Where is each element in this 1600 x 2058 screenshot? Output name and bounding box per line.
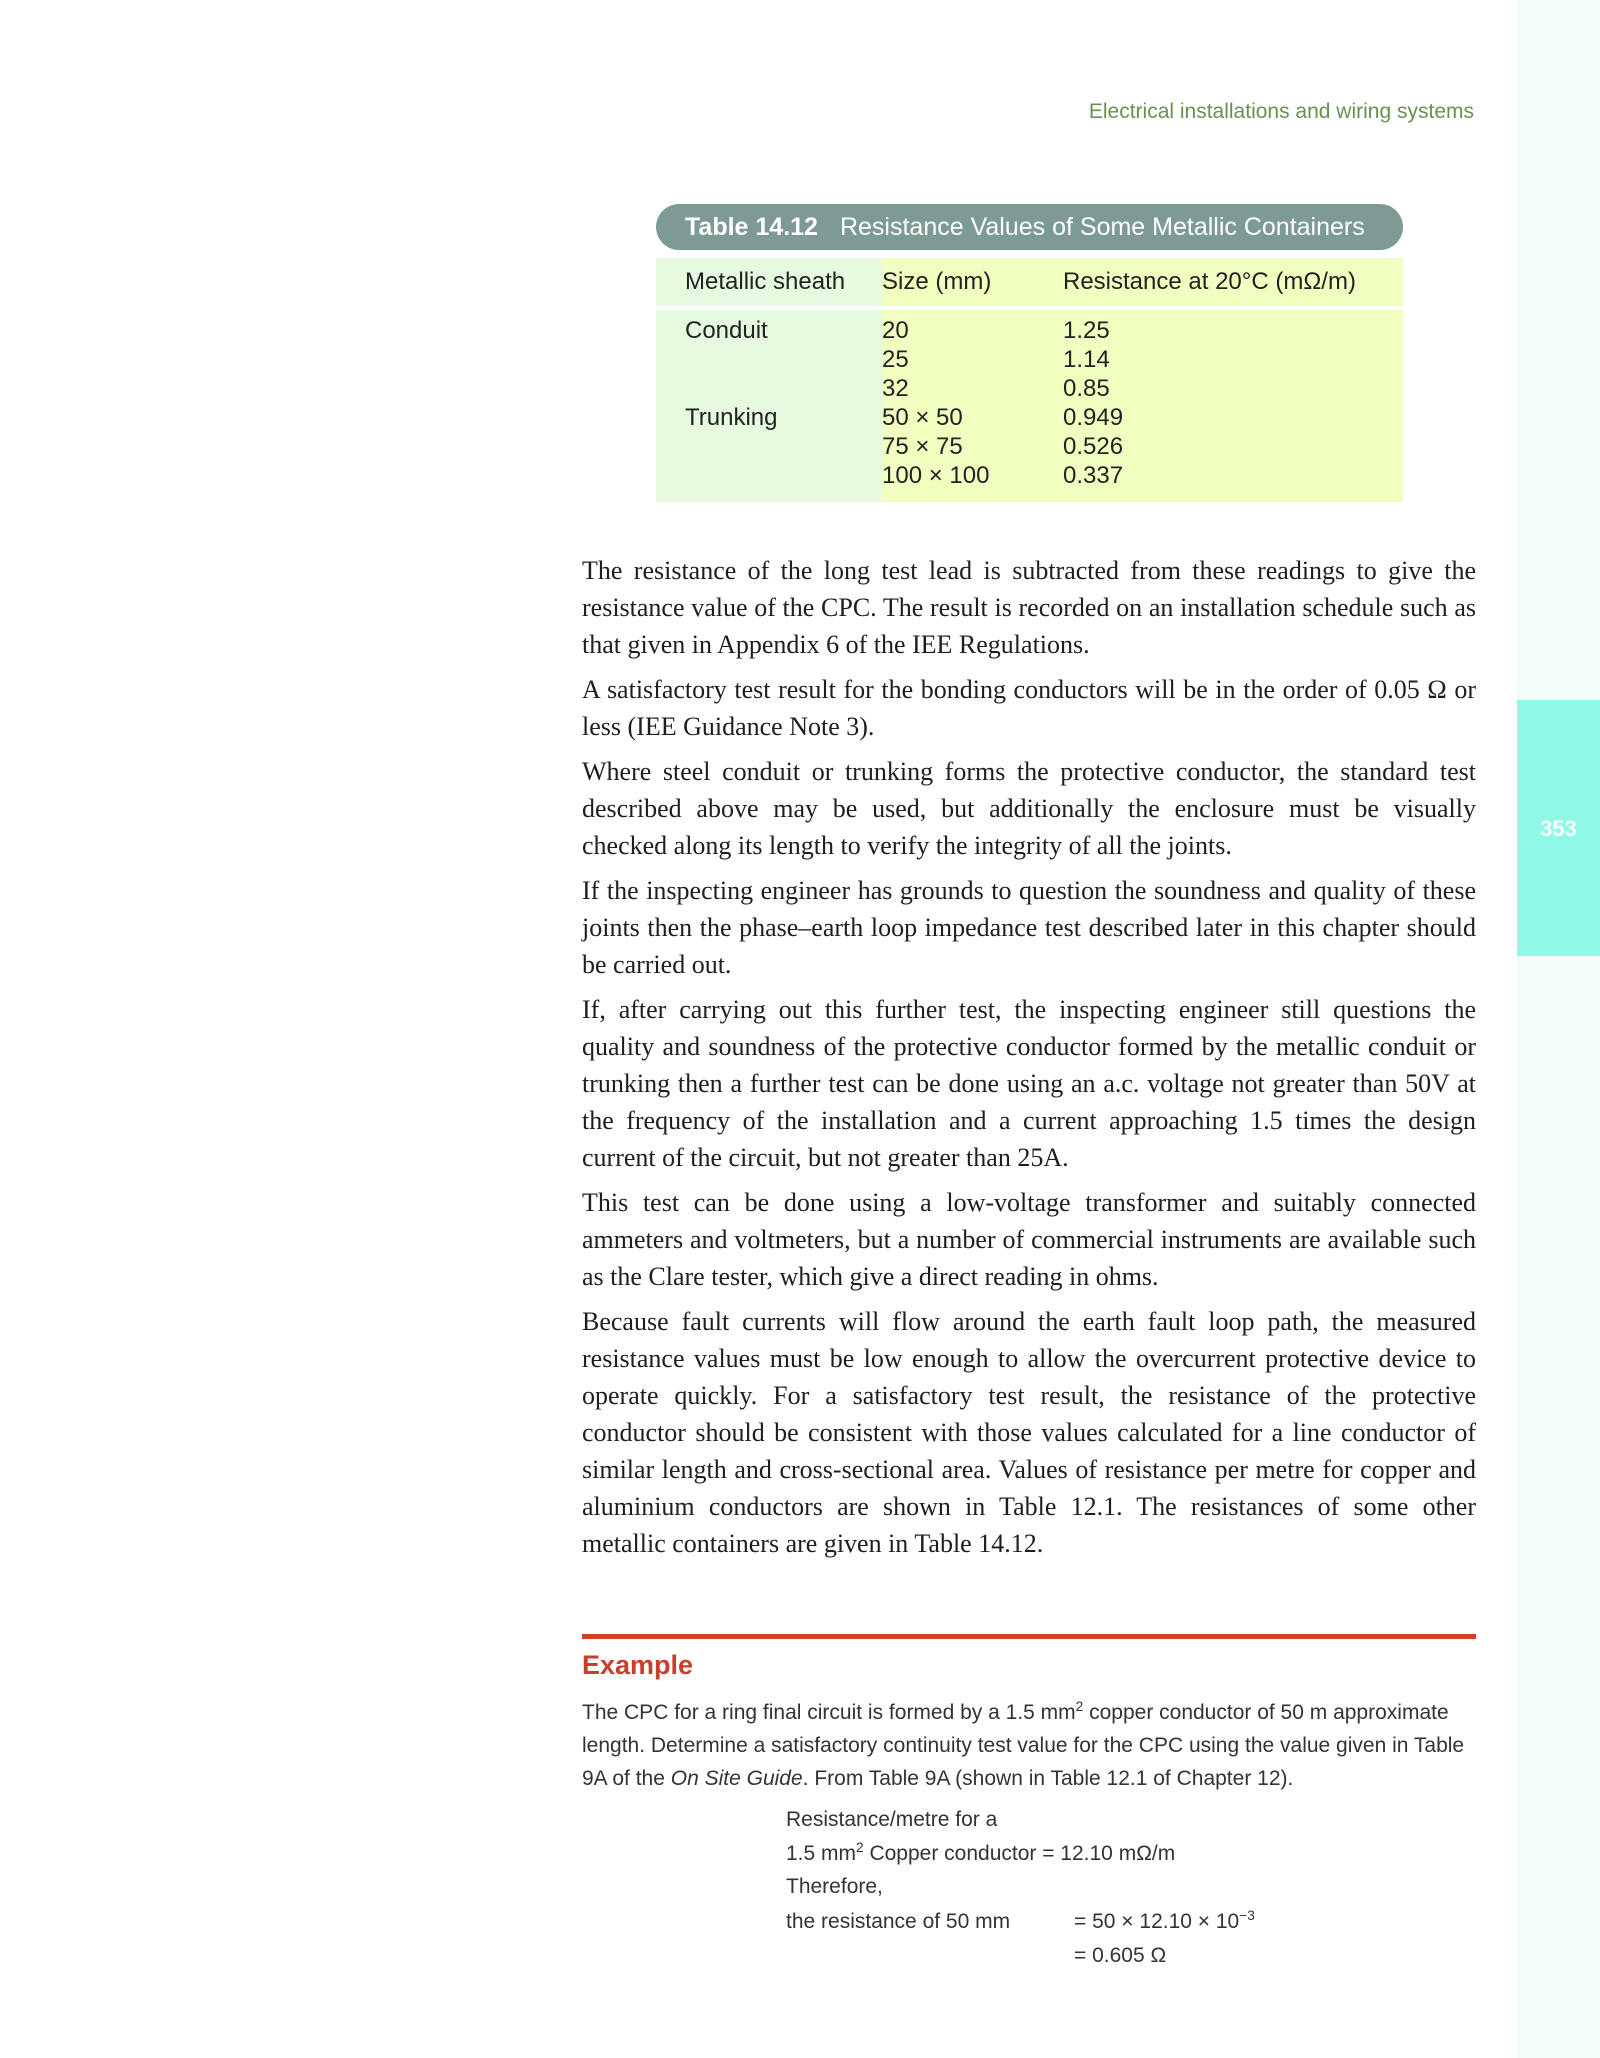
example-text-part: The CPC for a ring final circuit is formed by a 1.5 mm bbox=[582, 1701, 1076, 1724]
cell-resistance: 0.526 bbox=[1063, 433, 1124, 460]
body-text bbox=[582, 552, 1476, 1570]
calc-line: Therefore, bbox=[786, 1875, 883, 1898]
running-head: Electrical installations and wiring systems bbox=[1088, 100, 1474, 123]
calc-superscript: −3 bbox=[1239, 1907, 1255, 1923]
example-italic-title: On Site Guide bbox=[670, 1767, 803, 1790]
table-number: Table 14.12 bbox=[685, 213, 818, 241]
calc-superscript: 2 bbox=[856, 1839, 864, 1855]
header-size: Size (mm) bbox=[882, 268, 992, 295]
header-resistance: Resistance at 20°C (mΩ/m) bbox=[1063, 268, 1356, 295]
cell-size: 100 × 100 bbox=[882, 462, 990, 489]
cell-sheath: Trunking bbox=[685, 404, 778, 431]
example-text bbox=[582, 1696, 1482, 1795]
table-header-row bbox=[656, 258, 1403, 306]
cell-size: 75 × 75 bbox=[882, 433, 963, 460]
cell-sheath: Conduit bbox=[685, 317, 768, 344]
cell-size: 50 × 50 bbox=[882, 404, 963, 431]
example-text-part: copper conductor of 50 m approximate length. Determine a satisfactory continuity test value for the CPC using the value given in Table 9A of the bbox=[582, 1701, 1465, 1790]
example-superscript: 2 bbox=[1075, 1698, 1084, 1714]
example-text-part: . From Table 9A (shown in Table 12.1 of Chapter 12). bbox=[802, 1767, 1294, 1790]
cell-resistance: 1.14 bbox=[1063, 346, 1110, 373]
resistance-table bbox=[656, 204, 1403, 502]
calc-line: Resistance/metre for a bbox=[786, 1808, 998, 1831]
calc-text: 1.5 mm bbox=[786, 1842, 857, 1865]
paragraph: Where steel conduit or trunking forms the protective conductor, the standard test described above may be used, but additionally the enclosure must be visually checked along its length to verify the integrity of all the joints. bbox=[582, 757, 1476, 860]
table-caption bbox=[656, 204, 1403, 250]
calc-text: = 50 × 12.10 × 10 bbox=[1074, 1910, 1240, 1933]
header-metallic-sheath: Metallic sheath bbox=[685, 268, 846, 295]
side-margin-strip bbox=[1517, 0, 1600, 2058]
table-body bbox=[656, 310, 1403, 502]
cell-resistance: 0.85 bbox=[1063, 375, 1110, 402]
calc-line: = 0.605 Ω bbox=[1074, 1944, 1167, 1967]
cell-size: 32 bbox=[882, 375, 909, 402]
calc-line: the resistance of 50 mm bbox=[786, 1910, 1011, 1933]
cell-resistance: 0.337 bbox=[1063, 462, 1124, 489]
calc-text: Copper conductor = 12.10 mΩ/m bbox=[863, 1842, 1176, 1865]
example-title: Example bbox=[582, 1650, 694, 1680]
cell-size: 25 bbox=[882, 346, 909, 373]
table-title: Resistance Values of Some Metallic Containers bbox=[839, 213, 1365, 241]
paragraph: If the inspecting engineer has grounds to question the soundness and quality of these joints then the phase–earth loop impedance test described later in this chapter should be carried out. bbox=[582, 876, 1476, 979]
calc-line bbox=[1074, 1907, 1255, 1934]
paragraph: Because fault currents will flow around the earth fault loop path, the measured resistance values must be low enough to allow the overcurrent protective device to operate quickly. For a satisfactory test result, the resistance of the protective conductor should be consistent with those values calculated for a line conductor of similar length and cross-sectional area. Values of resistance per metre for copper and aluminium conductors are shown in Table 12.1. The resistances of some other metallic containers are given in Table 14.12. bbox=[582, 1307, 1476, 1558]
cell-resistance: 1.25 bbox=[1063, 317, 1110, 344]
cell-size: 20 bbox=[882, 317, 909, 344]
paragraph: A satisfactory test result for the bonding conductors will be in the order of 0.05 Ω or less (IEE Guidance Note 3). bbox=[582, 675, 1476, 741]
page-number: 353 bbox=[1540, 816, 1577, 841]
calc-line bbox=[786, 1839, 1176, 1866]
paragraph: This test can be done using a low-voltage transformer and suitably connected ammeters and voltmeters, but a number of commercial instruments are available such as the Clare tester, which give a direct reading in ohms. bbox=[582, 1188, 1476, 1291]
paragraph: The resistance of the long test lead is subtracted from these readings to give the resistance value of the CPC. The result is recorded on an installation schedule such as that given in Appendix 6 of the IEE Regulations. bbox=[582, 556, 1476, 659]
cell-resistance: 0.949 bbox=[1063, 404, 1124, 431]
example-rule bbox=[582, 1634, 1476, 1639]
paragraph: If, after carrying out this further test, the inspecting engineer still questions the quality and soundness of the protective conductor formed by the metallic conduit or trunking then a further test can be done using an a.c. voltage not greater than 50V at the frequency of the installation and a current approaching 1.5 times the design current of the circuit, but not greater than 25A. bbox=[582, 995, 1476, 1172]
